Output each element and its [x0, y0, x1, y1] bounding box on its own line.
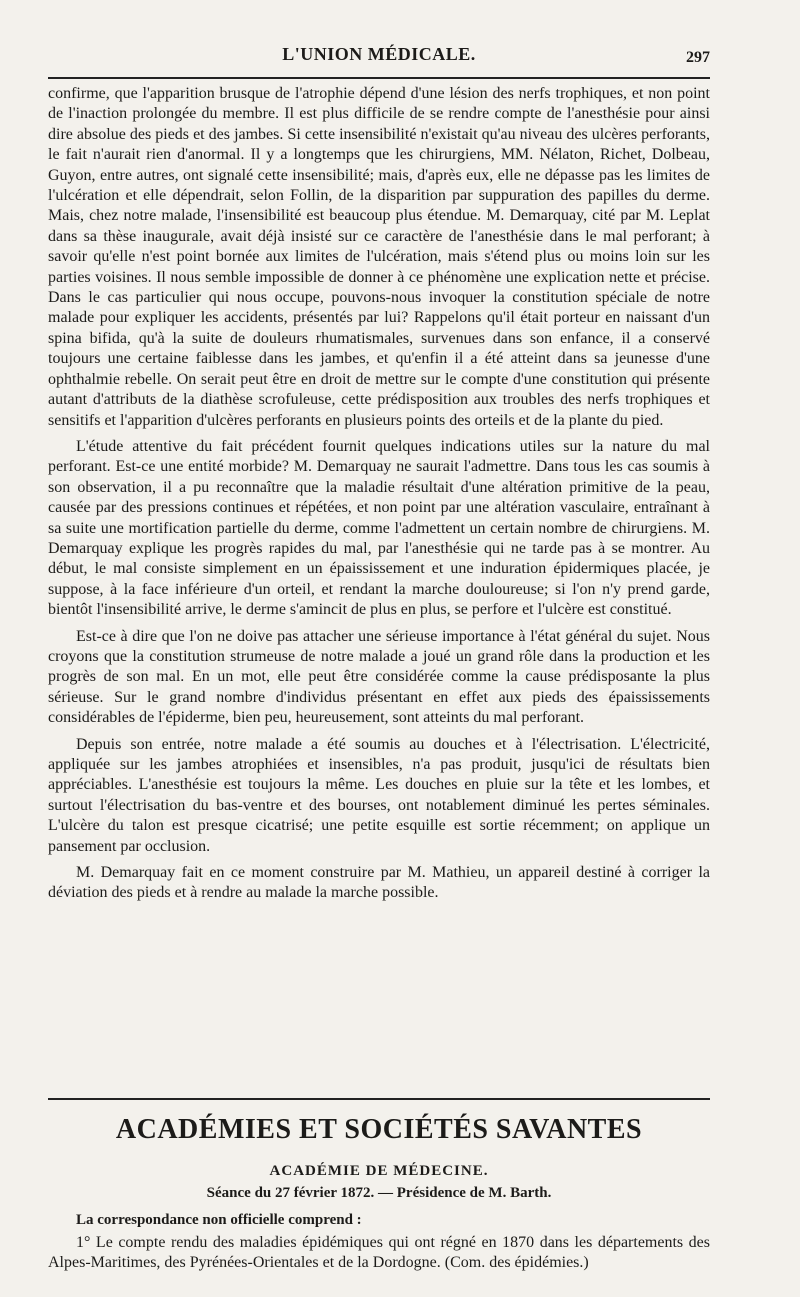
page-number: 297 [686, 49, 710, 66]
correspondance-heading: La correspondance non officielle comprend : [76, 1212, 362, 1228]
body-paragraph: confirme, que l'apparition brusque de l'atrophie dépend d'une lésion des nerfs trophiques, et non point de l'inaction prolongée du membre. Il est plus difficile de se rendre compte de l'anesthésie pour ainsi dire absolue des pieds et des jambes. Si cette insensibilité n'existait qu'au niveau des ulcères perforants, le fait n'aurait rien d'anormal. Il y a longtemps que les chirurgiens, MM. Nélaton, Richet, Dolbeau, Guyon, entre autres, ont signalé cette insensibilité; mais, d'après eux, elle ne dépasse pas les limites de l'ulcération et elle dépendrait, selon Follin, de la disparition par suppuration des papilles du derme. Mais, chez notre malade, l'insensibilité est beaucoup plus étendue. M. Demarquay, cité par M. Leplat dans sa thèse inaugurale, avait déjà insisté sur ce caractère de l'anesthésie dans le mal perforant; à savoir qu'elle n'est point bornée aux limites de l'ulcération, mais s'étend plus ou moins loin sur les parties voisines. Il nous semble impossible de donner à ce phénomène une explication nette et précise. Dans le cas particulier qui nous occupe, pouvons-nous invoquer la constitution spéciale de notre malade pour expliquer les accidents, présentés par lui? Rappelons qu'il était porteur en naissant d'un spina bifida, qu'à la suite de douleurs rhumatismales, survenues dans son enfance, il a conservé toujours une certaine faiblesse dans les jambes, et qu'enfin il a été atteint dans sa jeunesse d'une ophthalmie rebelle. On serait peut être en droit de mettre sur le compte d'une constitution qui présente autant d'attributs de la diathèse scrofuleuse, cette prédisposition aux troubles des nerfs trophiques et sensitifs et l'apparition d'ulcères perforants en plusieurs points des orteils et de la plante du pied. [48, 85, 710, 429]
section-subtitle: ACADÉMIE DE MÉDECINE. [269, 1163, 489, 1179]
correspondance-item: 1° Le compte rendu des maladies épidémiques qui ont régné en 1870 dans les départements des Alpes-Maritimes, des Pyrénées-Orientales et de la Dordogne. (Com. des épidémies.) [48, 1234, 710, 1272]
journal-title: L'UNION MÉDICALE. [282, 44, 476, 64]
body-paragraph: L'étude attentive du fait précédent fournit quelques indications utiles sur la nature du mal perforant. Est-ce une entité morbide? M. Demarquay ne saurait l'admettre. Dans tous les cas soumis à son observation, il a pu reconnaître que la maladie résultait d'une altération primitive de la peau, causée par des pressions continues et répétées, et non point par une altération vasculaire, entraînant à sa suite une mortification partielle du derme, comme l'admettent un certain nombre de chirurgiens. M. Demarquay explique les progrès rapides du mal, par l'anesthésie qui ne tarde pas à se montrer. Au début, le mal consiste simplement en un épaississement et une induration épidermiques placée, je suppose, à la face inférieure d'un orteil, et rendant la marche douloureuse; si l'on n'y prend garde, bientôt l'insensibilité arrive, le derme s'amincit de plus en plus, se perfore et l'ulcère est constitué. [48, 437, 710, 619]
body-paragraph: M. Demarquay fait en ce moment construire par M. Mathieu, un appareil destiné à corriger la déviation des pieds et à rendre au malade la marche possible. [48, 864, 710, 902]
page-header [48, 44, 710, 78]
header-rule [48, 77, 710, 79]
body-paragraph: Est-ce à dire que l'on ne doive pas attacher une sérieuse importance à l'état général du sujet. Nous croyons que la constitution strumeuse de notre malade a joué un grand rôle dans la production et les progrès de son mal. En un mot, elle peut être considérée comme la cause prédisposante la plus sérieuse. Sur le grand nombre d'individus présentant en effet aux pieds des épaississements considérables de l'épiderme, bien peu, heureusement, sont atteints du mal perforant. [48, 627, 710, 727]
section-rule [48, 1098, 710, 1100]
section-title: ACADÉMIES ET SOCIÉTÉS SAVANTES [115, 1114, 643, 1145]
session-line: Séance du 27 février 1872. — Présidence de M. Barth. [206, 1185, 552, 1201]
body-paragraph: Depuis son entrée, notre malade a été soumis au douches et à l'électrisation. L'électricité, appliquée sur les jambes atrophiées et insensibles, n'a pas produit, jusqu'ici de résultats bien appréciables. L'anesthésie est toujours la même. Les douches en pluie sur la tête et les lombes, et surtout l'électrisation du bas-ventre et des bourses, ont notablement diminué les pertes séminales. L'ulcère du talon est presque cicatrisé; une petite esquille est sortie récemment; on applique un pansement par occlusion. [48, 735, 710, 855]
main-text [48, 84, 710, 904]
